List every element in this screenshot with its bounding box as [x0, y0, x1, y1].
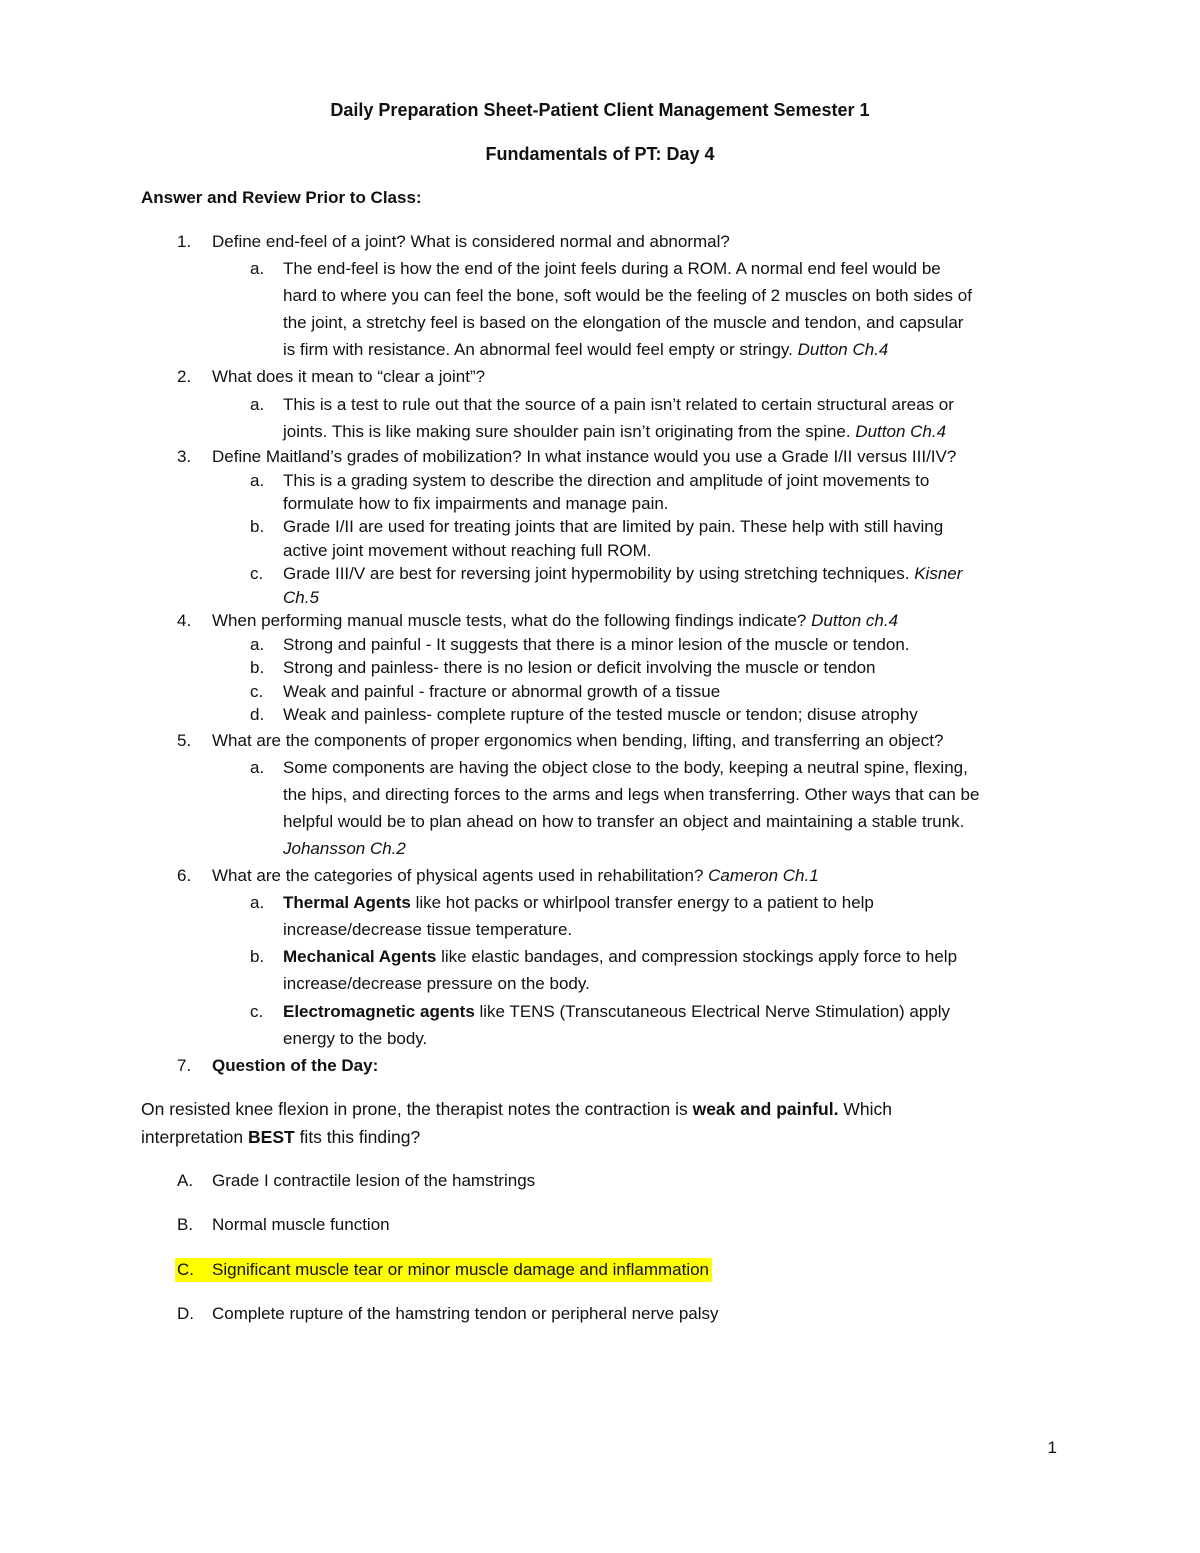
q5-question: What are the components of proper ergonomics when bending, lifting, and transferring an object? [212, 731, 944, 750]
q4-a-text: Strong and painful - It suggests that there is a minor lesion of the muscle or tendon. [283, 635, 910, 654]
q6-a-line1 [283, 891, 874, 915]
q6-c-line1 [283, 1000, 950, 1024]
q3-c-reference-part1: Kisner [914, 564, 963, 583]
instructions-heading: Answer and Review Prior to Class: [141, 188, 422, 207]
q6-b-line1 [283, 945, 957, 969]
q3-b-line2: active joint movement without reaching full ROM. [283, 541, 652, 560]
q6-question [212, 864, 819, 888]
q3-b-line1: Grade I/II are used for treating joints that are limited by pain. These help with still having [283, 517, 944, 536]
q6-c-line1-text: like TENS (Transcutaneous Electrical Nerve Stimulation) apply [474, 1002, 951, 1021]
q3-b-label: b. [250, 517, 265, 536]
q3-a-label: a. [250, 471, 265, 490]
q1-a-line3: the joint, a stretchy feel is based on the elongation of the muscle and tendon, and capsular [283, 313, 964, 332]
q4-question [212, 609, 898, 633]
option-c-label: C. [177, 1260, 194, 1279]
q7-number: 7. [177, 1056, 192, 1075]
q4-b-text: Strong and painless- there is no lesion or deficit involving the muscle or tendon [283, 658, 876, 677]
q6-b-line2: increase/decrease pressure on the body. [283, 974, 590, 993]
q2-question: What does it mean to “clear a joint”? [212, 367, 486, 386]
q6-number: 6. [177, 866, 192, 885]
q3-number: 3. [177, 447, 192, 466]
q4-d-label: d. [250, 705, 265, 724]
q1-a-line2: hard to where you can feel the bone, soft would be the feeling of 2 muscles on both sides of [283, 286, 972, 305]
qotd-stem-line2-text: interpretation [141, 1127, 249, 1147]
q5-a-reference: Johansson Ch.2 [283, 839, 406, 858]
q5-number: 5. [177, 731, 192, 750]
qotd-stem-line1-text: On resisted knee flexion in prone, the therapist notes the contraction is [141, 1099, 693, 1119]
qotd-stem-line1 [141, 1097, 892, 1121]
q4-c-label: c. [250, 682, 264, 701]
qotd-stem-line2-end: fits this finding? [294, 1127, 421, 1147]
q6-c-line2: energy to the body. [283, 1029, 428, 1048]
q1-number: 1. [177, 232, 192, 251]
option-a-text: Grade I contractile lesion of the hamstrings [212, 1171, 536, 1190]
q6-question-text: What are the categories of physical agents used in rehabilitation? [212, 866, 704, 885]
q2-a-line2-text: joints. This is like making sure shoulder pain isn’t originating from the spine. [283, 422, 851, 441]
q2-number: 2. [177, 367, 192, 386]
q4-b-label: b. [250, 658, 265, 677]
page-number: 1 [1047, 1438, 1057, 1457]
q2-a-label: a. [250, 395, 265, 414]
q6-c-label: c. [250, 1002, 264, 1021]
q5-a-line1: Some components are having the object close to the body, keeping a neutral spine, flexing, [283, 758, 968, 777]
q1-a-label: a. [250, 259, 265, 278]
q6-a-line2: increase/decrease tissue temperature. [283, 920, 573, 939]
q2-a-line1: This is a test to rule out that the source of a pain isn’t related to certain structural areas or [283, 395, 954, 414]
qotd-stem-line2 [141, 1125, 420, 1149]
q2-a-reference: Dutton Ch.4 [855, 422, 947, 441]
q4-c-text: Weak and painful - fracture or abnormal growth of a tissue [283, 682, 721, 701]
qotd-stem-line1-end: Which [838, 1099, 892, 1119]
q4-number: 4. [177, 611, 192, 630]
document-title: Daily Preparation Sheet-Patient Client Management Semester 1 [330, 100, 870, 120]
q6-reference: Cameron Ch.1 [708, 866, 819, 885]
option-c-highlighted [175, 1258, 712, 1282]
option-b-text: Normal muscle function [212, 1215, 390, 1234]
q6-b-line1-text: like elastic bandages, and compression stockings apply force to help [436, 947, 958, 966]
q1-question: Define end-feel of a joint? What is considered normal and abnormal? [212, 232, 730, 251]
q3-c-label: c. [250, 564, 264, 583]
q1-a-reference: Dutton Ch.4 [797, 340, 889, 359]
q7-heading: Question of the Day: [212, 1056, 379, 1075]
q4-question-text: When performing manual muscle tests, what do the following findings indicate? [212, 611, 807, 630]
q5-a-line3: helpful would be to plan ahead on how to transfer an object and maintaining a stable trunk. [283, 812, 965, 831]
option-d-label: D. [177, 1304, 194, 1323]
option-b-label: B. [177, 1215, 194, 1234]
q3-a-line1: This is a grading system to describe the direction and amplitude of joint movements to [283, 471, 930, 490]
option-d-text: Complete rupture of the hamstring tendon or peripheral nerve palsy [212, 1304, 719, 1323]
q6-c-term: Electromagnetic agents [283, 1002, 475, 1021]
q4-a-label: a. [250, 635, 265, 654]
q1-a-line4-text: is firm with resistance. An abnormal feel would feel empty or stringy. [283, 340, 793, 359]
q6-b-label: b. [250, 947, 265, 966]
q4-d-text: Weak and painless- complete rupture of the tested muscle or tendon; disuse atrophy [283, 705, 918, 724]
q3-c-line1 [283, 562, 962, 586]
q1-a-line4 [283, 338, 888, 362]
q4-reference: Dutton ch.4 [811, 611, 899, 630]
q6-a-term: Thermal Agents [283, 893, 411, 912]
q5-a-line2: the hips, and directing forces to the arms and legs when transferring. Other ways that can be [283, 785, 980, 804]
q1-a-line1: The end-feel is how the end of the joint feels during a ROM. A normal end feel would be [283, 259, 941, 278]
q2-a-line2 [283, 420, 946, 444]
document-subtitle: Fundamentals of PT: Day 4 [485, 144, 715, 164]
q6-a-line1-text: like hot packs or whirlpool transfer energy to a patient to help [410, 893, 874, 912]
q6-b-term: Mechanical Agents [283, 947, 437, 966]
option-a-label: A. [177, 1171, 194, 1190]
q3-a-line2: formulate how to fix impairments and manage pain. [283, 494, 669, 513]
qotd-stem-emphasis: weak and painful. [692, 1099, 839, 1119]
q3-c-line1-text: Grade III/V are best for reversing joint hypermobility by using stretching techniques. [283, 564, 910, 583]
qotd-stem-best: BEST [248, 1127, 295, 1147]
q5-a-label: a. [250, 758, 265, 777]
q6-a-label: a. [250, 893, 265, 912]
q3-c-reference-part2: Ch.5 [283, 588, 319, 607]
q3-question: Define Maitland’s grades of mobilization? In what instance would you use a Grade I/II versus III/IV? [212, 447, 957, 466]
option-c-text: Significant muscle tear or minor muscle damage and inflammation [212, 1260, 710, 1279]
